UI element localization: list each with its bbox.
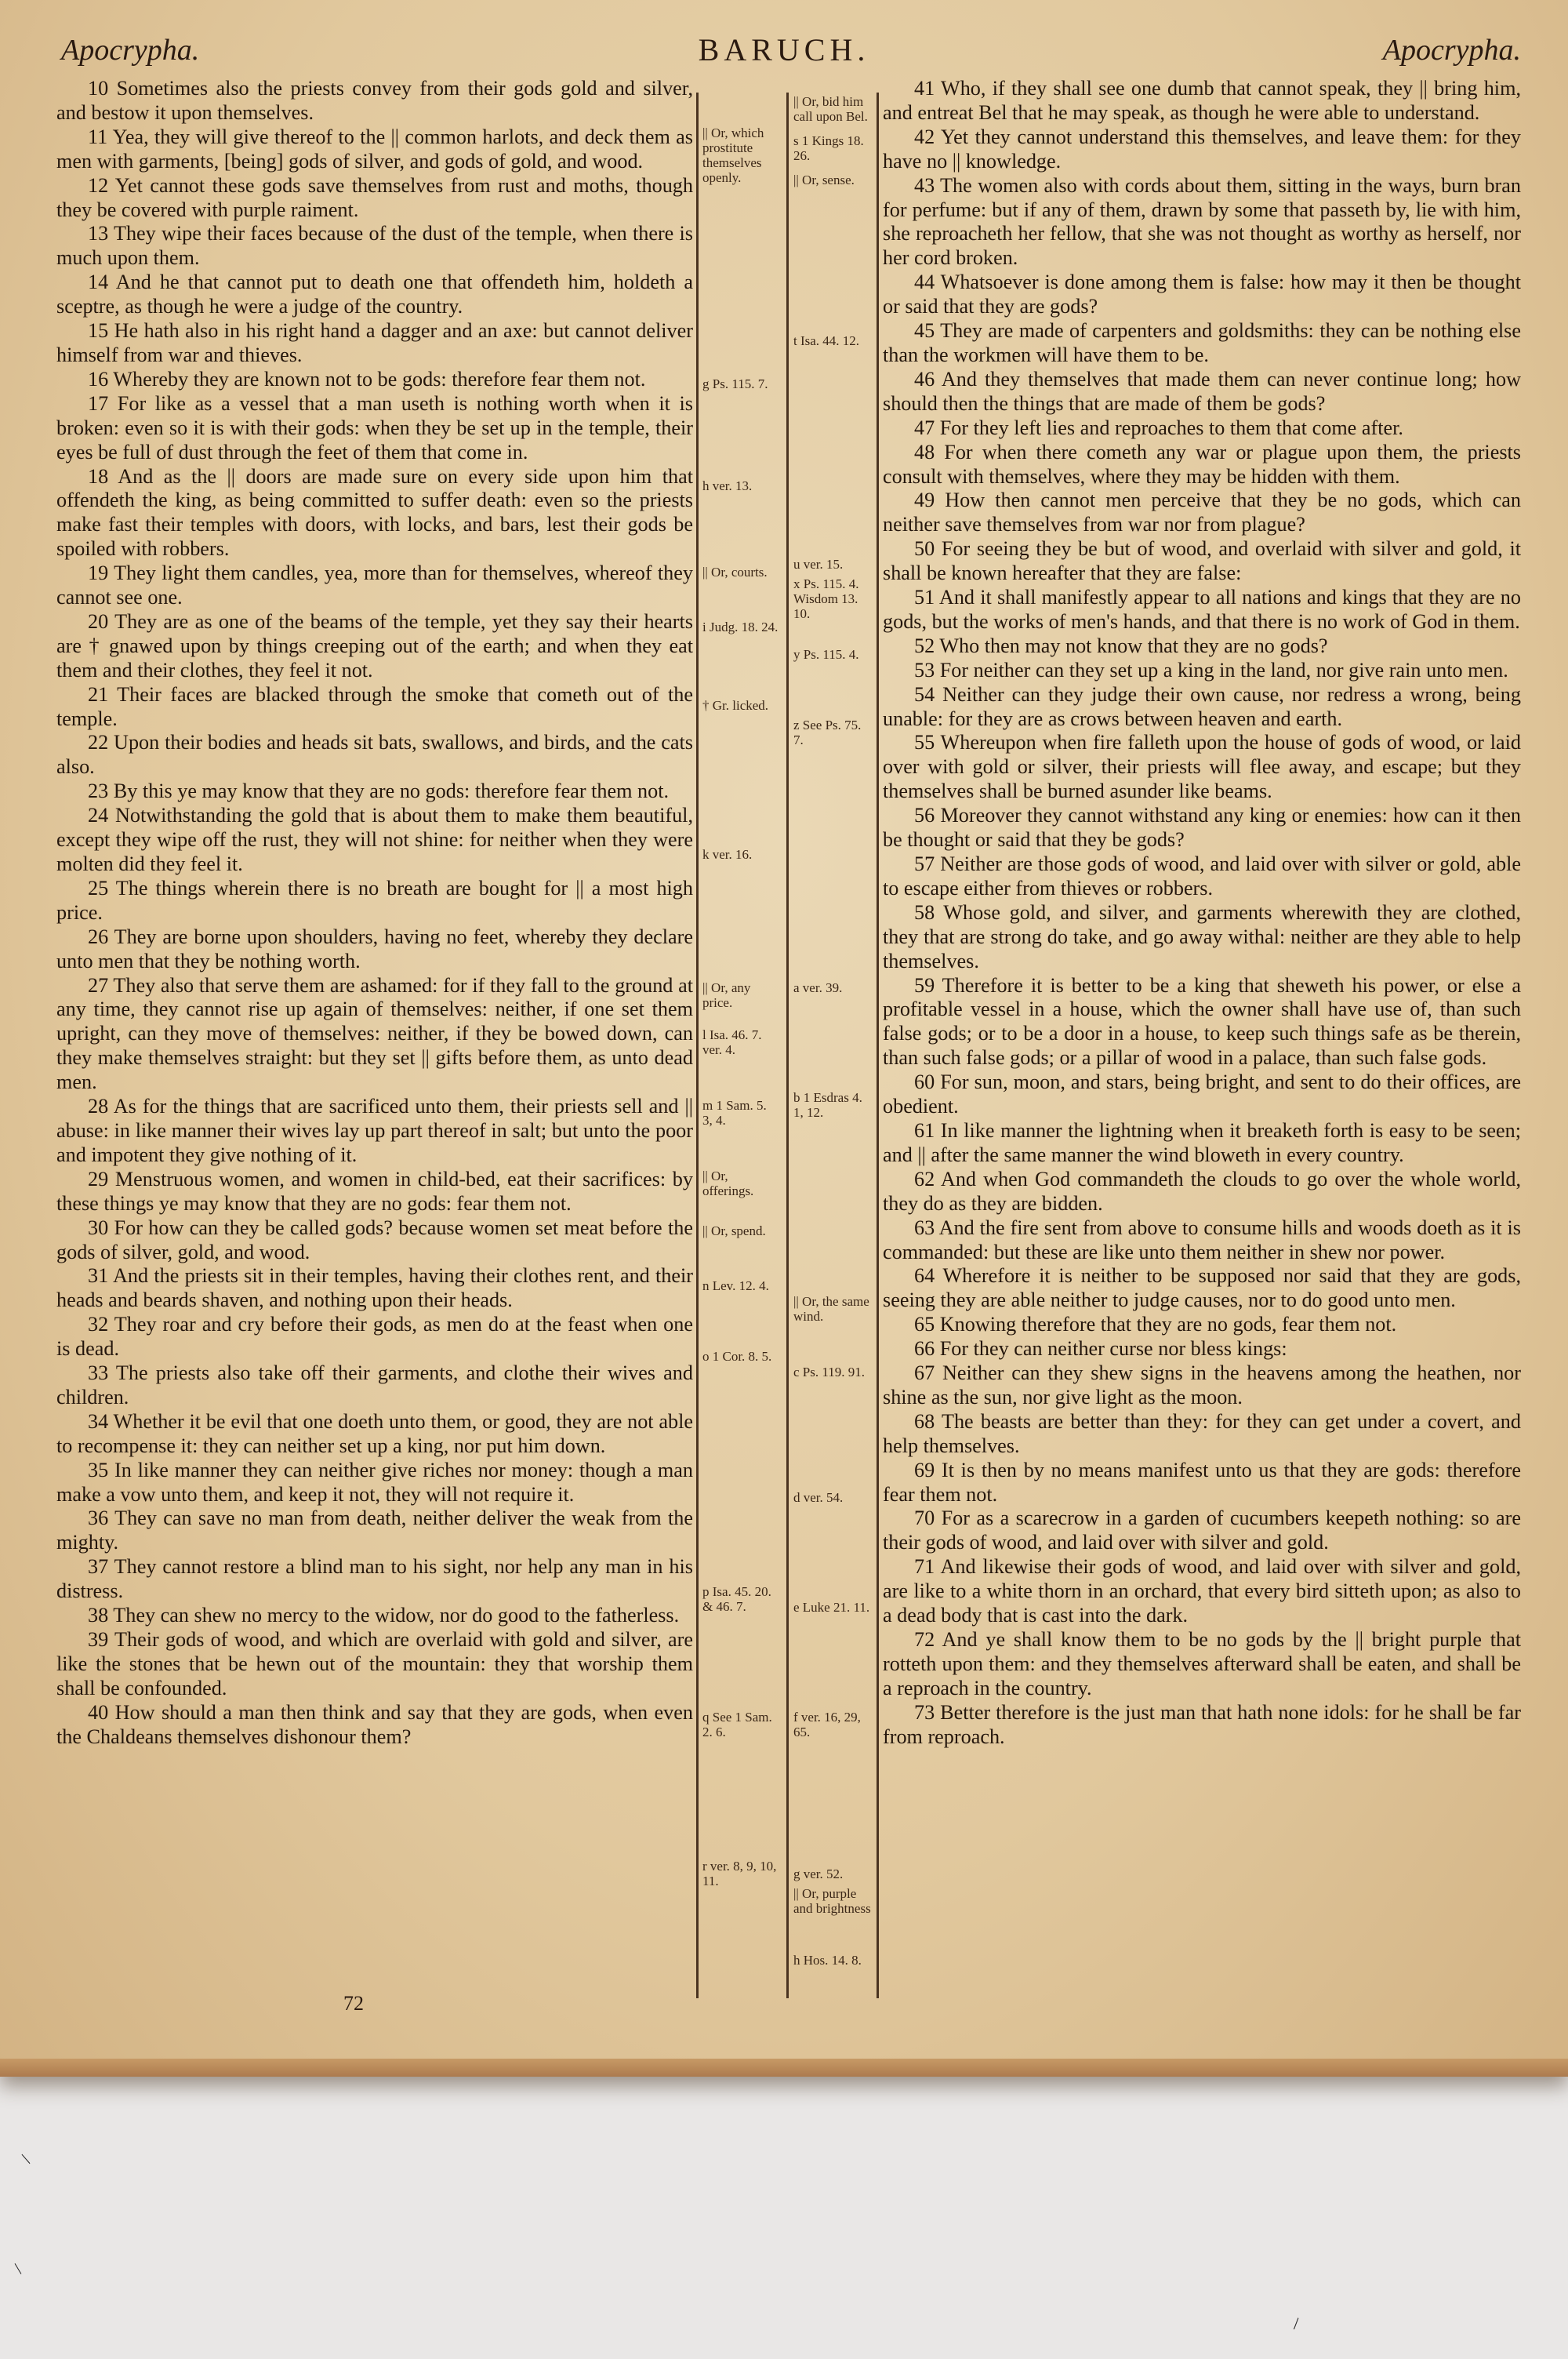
margin-note: † Gr. licked. xyxy=(702,698,769,713)
verse: 26 They are borne upon shoulders, having no feet, whereby they declare unto men that they be nothing worth. xyxy=(56,925,693,972)
verse: 48 For when there cometh any war or plague upon them, the priests consult with themselves, where they may be hidden with them. xyxy=(883,440,1521,488)
right-text-column xyxy=(883,77,1521,1750)
margin-note: y Ps. 115. 4. xyxy=(793,647,859,662)
verse: 68 The beasts are better than they: for they can get under a covert, and help themselves. xyxy=(883,1409,1521,1457)
verse: 70 For as a scarecrow in a garden of cucumbers keepeth nothing: so are their gods of wood, and laid over with silver and gold. xyxy=(883,1507,1521,1554)
verse: 35 In like manner they can neither give riches nor money: though a man make a vow unto them, and keep it not, they will not require it. xyxy=(56,1458,693,1506)
verse: 42 Yet they cannot understand this themselves, and leave them: for they have no || knowledge. xyxy=(883,125,1521,173)
verse: 14 And he that cannot put to death one that offendeth him, holdeth a sceptre, as though he were a judge of the country. xyxy=(56,271,693,318)
verse: 40 How should a man then think and say that they are gods, when even the Chaldeans themselves dishonour them? xyxy=(56,1700,693,1748)
column-rule xyxy=(877,93,879,1998)
margin-note: r ver. 8, 9, 10, 11. xyxy=(702,1859,777,1888)
margin-note: k ver. 16. xyxy=(702,847,753,862)
verse: 57 Neither are those gods of wood, and laid over with silver or gold, able to escape either from thieves or robbers. xyxy=(883,852,1521,900)
margin-note: || Or, spend. xyxy=(702,1223,766,1238)
verse: 59 Therefore it is better to be a king that sheweth his power, or else a profitable vessel in a house, which the owner shall have use of, than such false gods; or to be a door in a house, to keep such things safe as be therein, than such false gods; or a pillar of wood in a palace, than such false gods. xyxy=(883,973,1521,1070)
margin-note: || Or, the same wind. xyxy=(793,1294,869,1324)
margin-note: s 1 Kings 18. 26. xyxy=(793,133,864,163)
verse: 23 By this ye may know that they are no gods: therefore fear them not. xyxy=(88,780,670,803)
margin-note: || Or, offerings. xyxy=(702,1169,754,1198)
verse: 56 Moreover they cannot withstand any king or enemies: how can it then be thought or said that they be gods? xyxy=(883,804,1521,852)
verse: 63 And the fire sent from above to consume hills and woods doeth as it is commanded: but these are like unto them neither in shew nor power. xyxy=(883,1216,1521,1263)
margin-note: o 1 Cor. 8. 5. xyxy=(702,1349,772,1364)
verse: 71 And likewise their gods of wood, and laid over with silver and gold, are like to a white thorn in an orchard, that every bird sitteth upon; as also to a dead body that is cast into the dark. xyxy=(883,1555,1521,1627)
verse: 20 They are as one of the beams of the temple, yet they say their hearts are † gnawed upon by things creeping out of the earth; and when they eat them and their clothes, they feel it not. xyxy=(56,609,693,682)
margin-note: i Judg. 18. 24. xyxy=(702,620,779,634)
scratch-mark: / xyxy=(9,2260,27,2277)
margin-note: f ver. 16, 29, 65. xyxy=(793,1710,861,1739)
verse: 54 Neither can they judge their own cause, nor redress a wrong, being unable: for they are as crows between heaven and earth. xyxy=(883,682,1521,730)
verse: 33 The priests also take off their garments, and clothe their wives and children. xyxy=(56,1361,693,1408)
verse: 41 Who, if they shall see one dumb that cannot speak, they || bring him, and entreat Bel that he may speak, as though he were able to understand. xyxy=(883,77,1521,124)
verse: 46 And they themselves that made them can never continue long; how should then the things that are made of them be gods? xyxy=(883,367,1521,415)
verse: 19 They light them candles, yea, more than for themselves, whereof they cannot see one. xyxy=(56,562,693,609)
margin-note: || Or, purple and brightness xyxy=(793,1886,871,1916)
margin-note: b 1 Esdras 4. 1, 12. xyxy=(793,1090,862,1120)
header-left: Apocrypha. xyxy=(61,34,200,67)
verse: 65 Knowing therefore that they are no gods, fear them not. xyxy=(914,1313,1397,1336)
left-text-column xyxy=(56,77,693,1750)
verse: 12 Yet cannot these gods save themselves from rust and moths, though they be covered with purple raiment. xyxy=(56,173,693,221)
margin-note: q See 1 Sam. 2. 6. xyxy=(702,1710,772,1739)
margin-note: d ver. 54. xyxy=(793,1490,844,1505)
verse: 72 And ye shall know them to be no gods by the || bright purple that rotteth upon them: and they themselves afterward shall be eaten, and shall be a reproach in the country. xyxy=(883,1628,1521,1699)
verse: 11 Yea, they will give thereof to the || common harlots, and deck them as men with garments, [being] gods of silver, and gods of gold, and wood. xyxy=(56,125,693,173)
verse: 43 The women also with cords about them, sitting in the ways, burn bran for perfume: but if any of them, drawn by some that passeth by, lie with him, she reproacheth her fellow, that she was not thought as worthy as herself, nor her cord broken. xyxy=(883,173,1521,270)
verse: 28 As for the things that are sacrificed unto them, their priests sell and || abuse: in like manner their wives lay up part thereof in salt; but unto the poor and impotent they give nothing of it. xyxy=(56,1095,693,1166)
header-right: Apocrypha. xyxy=(1382,34,1521,67)
verse: 45 They are made of carpenters and goldsmiths: they can be nothing else than the workmen will have them to be. xyxy=(883,319,1521,366)
margin-note: l Isa. 46. 7. ver. 4. xyxy=(702,1027,762,1057)
verse: 52 Who then may not know that they are no gods? xyxy=(914,634,1328,657)
margin-note: u ver. 15. xyxy=(793,557,844,572)
verse: 32 They roar and cry before their gods, as men do at the feast when one is dead. xyxy=(56,1313,693,1361)
verse: 44 Whatsoever is done among them is false: how may it then be thought or said that they are gods? xyxy=(883,271,1521,318)
margin-note: p Isa. 45. 20. & 46. 7. xyxy=(702,1584,771,1614)
margin-note: e Luke 21. 11. xyxy=(793,1600,870,1615)
margin-note: g Ps. 115. 7. xyxy=(702,376,768,391)
margin-note: c Ps. 119. 91. xyxy=(793,1365,865,1379)
verse: 58 Whose gold, and silver, and garments wherewith they are clothed, they that are strong do take, and go away withal: neither are they able to help themselves. xyxy=(883,900,1521,972)
column-rule xyxy=(786,93,789,1998)
verse: 61 In like manner the lightning when it breaketh forth is easy to be seen; and || after the same manner the wind bloweth in every country. xyxy=(883,1118,1521,1166)
margin-note: t Isa. 44. 12. xyxy=(793,333,860,348)
verse: 34 Whether it be evil that one doeth unto them, or good, they are not able to recompense it: they can neither set up a king, nor put him down. xyxy=(56,1409,693,1457)
verse: 16 Whereby they are known not to be gods: therefore fear them not. xyxy=(88,367,646,391)
verse: 37 They cannot restore a blind man to his sight, nor help any man in his distress. xyxy=(56,1555,693,1603)
verse: 27 They also that serve them are ashamed: for if they fall to the ground at any time, they cannot rise up again of themselves: neither, if one set them upright, can they move of themselves: neither, if they be bowed down, can they make themselves straight: but they set || gifts before them, as unto dead men. xyxy=(56,973,693,1094)
verse: 22 Upon their bodies and heads sit bats, swallows, and birds, and the cats also. xyxy=(56,731,693,779)
verse: 30 For how can they be called gods? because women set meat before the gods of silver, gold, and wood. xyxy=(56,1216,693,1263)
verse: 47 For they left lies and reproaches to them that come after. xyxy=(914,416,1403,439)
verse: 64 Wherefore it is neither to be supposed nor said that they are gods, seeing they are able neither to judge causes, nor to do good unto men. xyxy=(883,1264,1521,1312)
margin-note: || Or, bid him call upon Bel. xyxy=(793,94,868,124)
verse: 53 For neither can they set up a king in the land, nor give rain unto men. xyxy=(914,658,1508,682)
page-number: 72 xyxy=(343,1992,364,2015)
verse: 66 For they can neither curse nor bless kings: xyxy=(914,1337,1287,1361)
verse: 39 Their gods of wood, and which are overlaid with gold and silver, are like the stones that be hewn out of the mountain: they that worship them shall be confounded. xyxy=(56,1628,693,1699)
verse: 15 He hath also in his right hand a dagger and an axe: but cannot deliver himself from war and thieves. xyxy=(56,319,693,366)
verse: 62 And when God commandeth the clouds to go over the whole world, they do as they are bidden. xyxy=(883,1167,1521,1215)
margin-note: || Or, which prostitute themselves openly. xyxy=(702,125,764,185)
scratch-mark: \ xyxy=(1288,2314,1305,2333)
column-rule xyxy=(696,93,699,1998)
page-edge xyxy=(0,2059,1568,2077)
margin-note: x Ps. 115. 4. Wisdom 13. 10. xyxy=(793,576,859,621)
verse: 38 They can shew no mercy to the widow, nor do good to the fatherless. xyxy=(88,1604,680,1627)
verse: 55 Whereupon when fire falleth upon the house of gods of wood, or laid over with gold or silver, their priests will flee away, and escape; but they themselves shall be burned asunder like beams. xyxy=(883,731,1521,803)
verse: 21 Their faces are blacked through the smoke that cometh out of the temple. xyxy=(56,682,693,730)
margin-note: || Or, any price. xyxy=(702,980,751,1010)
verse: 29 Menstruous women, and women in child-bed, eat their sacrifices: by these things ye may know that they are no gods: fear them not. xyxy=(56,1167,693,1215)
margin-note: h Hos. 14. 8. xyxy=(793,1953,862,1968)
verse: 13 They wipe their faces because of the dust of the temple, when there is much upon them. xyxy=(56,222,693,270)
margin-note: a ver. 39. xyxy=(793,980,843,995)
verse: 31 And the priests sit in their temples, having their clothes rent, and their heads and beards shaven, and nothing upon their heads. xyxy=(56,1264,693,1312)
verse: 18 And as the || doors are made sure on every side upon him that offendeth the king, as being committed to suffer death: even so the priests make fast their temples with doors, with locks, and bars, lest their gods be spoiled with robbers. xyxy=(56,464,693,561)
scratch-mark: / xyxy=(16,2151,35,2166)
verse: 60 For sun, moon, and stars, being bright, and sent to do their offices, are obedient. xyxy=(883,1070,1521,1118)
verse: 69 It is then by no means manifest unto us that they are gods: therefore fear them not. xyxy=(883,1458,1521,1506)
verse: 24 Notwithstanding the gold that is about them to make them beautiful, except they wipe off the rust, they will not shine: for neither when they were molten did they feel it. xyxy=(56,804,693,875)
verse: 67 Neither can they shew signs in the heavens among the heathen, nor shine as the sun, nor give light as the moon. xyxy=(883,1361,1521,1408)
margin-note: || Or, sense. xyxy=(793,173,855,187)
verse: 10 Sometimes also the priests convey from their gods gold and silver, and bestow it upon themselves. xyxy=(56,77,693,124)
verse: 73 Better therefore is the just man that hath none idols: for he shall be far from reproach. xyxy=(883,1700,1521,1748)
verse: 50 For seeing they be but of wood, and overlaid with silver and gold, it shall be known hereafter that they are false: xyxy=(883,537,1521,585)
verse: 36 They can save no man from death, neither deliver the weak from the mighty. xyxy=(56,1507,693,1554)
margin-note: || Or, courts. xyxy=(702,565,768,580)
margin-note: h ver. 13. xyxy=(702,478,753,493)
margin-note: z See Ps. 75. 7. xyxy=(793,718,862,747)
margin-note: g ver. 52. xyxy=(793,1866,844,1881)
margin-note: n Lev. 12. 4. xyxy=(702,1278,769,1293)
verse: 49 How then cannot men perceive that they be no gods, which can neither save themselves from war nor from plague? xyxy=(883,489,1521,536)
verse: 51 And it shall manifestly appear to all nations and kings that they are no gods, but the works of men's hands, and that there is no work of God in them. xyxy=(883,586,1521,633)
verse: 17 For like as a vessel that a man useth is nothing worth when it is broken: even so it is with their gods: when they be set up in the temple, their eyes be full of dust through the feet of them that come in. xyxy=(56,391,693,463)
verse: 25 The things wherein there is no breath are bought for || a most high price. xyxy=(56,876,693,924)
margin-note: m 1 Sam. 5. 3, 4. xyxy=(702,1098,767,1128)
header-title: BARUCH. xyxy=(698,32,870,67)
